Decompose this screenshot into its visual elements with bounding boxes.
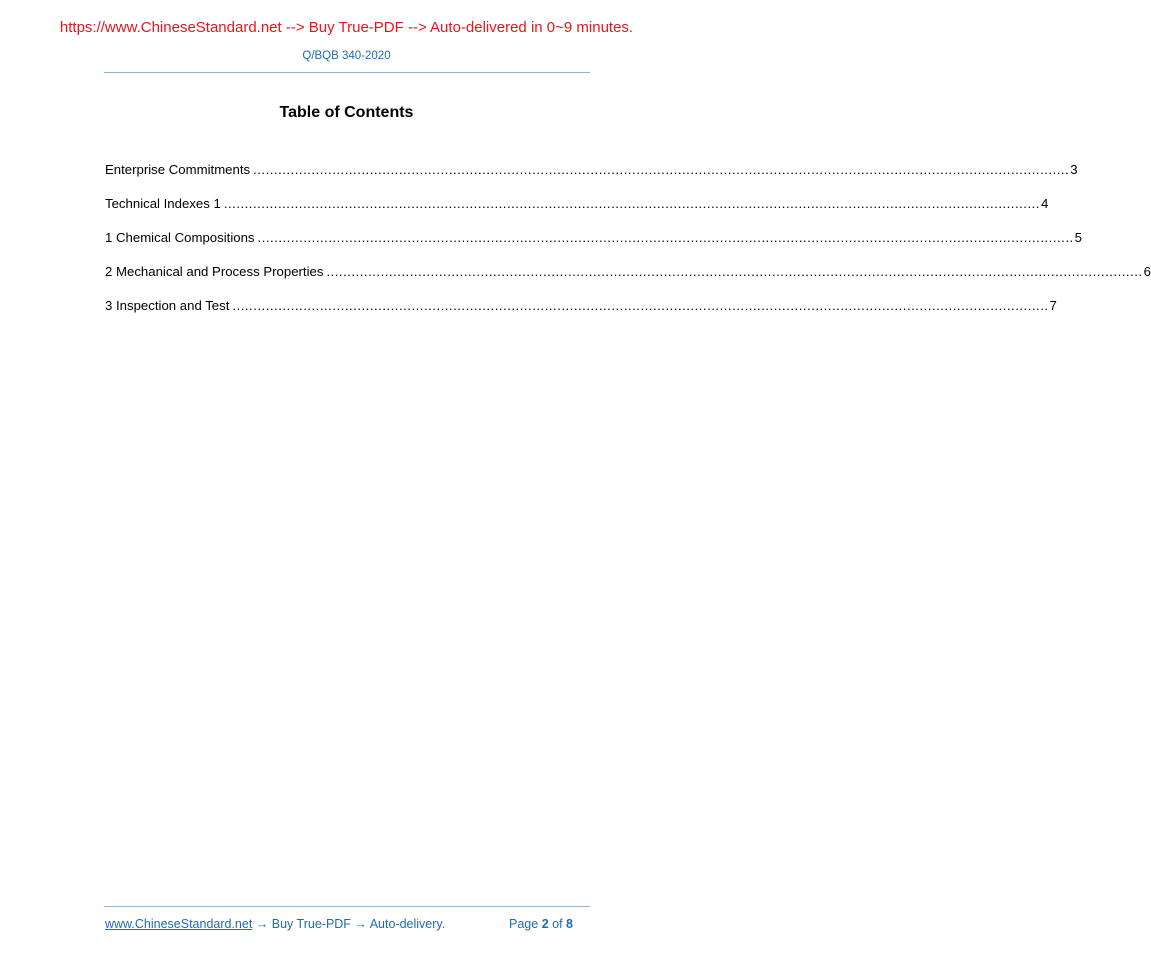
toc-entry-page: 6 bbox=[1143, 264, 1151, 279]
toc-entry-technical-indexes[interactable] bbox=[105, 195, 1049, 229]
page-word: Page bbox=[509, 917, 539, 931]
document-code: Q/BQB 340-2020 bbox=[302, 50, 391, 62]
current-page-number: 2 bbox=[541, 917, 549, 931]
page-title: Table of Contents bbox=[279, 104, 414, 121]
toc-leader-dots: .................................................................................................................................................................................................... bbox=[253, 162, 1070, 177]
toc-entry-page: 4 bbox=[1040, 196, 1049, 211]
toc-entry-label: 2 Mechanical and Process Properties bbox=[105, 264, 324, 279]
toc-entry-enterprise-commitments[interactable] bbox=[105, 161, 1078, 195]
toc-leader-dots: .................................................................................................................................................................................................... bbox=[326, 264, 1143, 279]
footer-website-link[interactable]: www.ChineseStandard.net bbox=[105, 917, 253, 931]
toc-entry-chemical-compositions[interactable] bbox=[105, 229, 1083, 263]
footer-tagline: → Buy True-PDF → Auto-delivery. bbox=[252, 917, 446, 931]
toc-leader-dots: .................................................................................................................................................................................................... bbox=[223, 196, 1040, 211]
toc-entry-page: 3 bbox=[1070, 162, 1078, 177]
toc-entry-label: Enterprise Commitments bbox=[105, 162, 251, 177]
toc-leader-dots: .................................................................................................................................................................................................... bbox=[232, 298, 1049, 313]
table-of-contents bbox=[105, 161, 1151, 331]
total-pages-number: 8 bbox=[566, 917, 573, 931]
footer-promo bbox=[105, 916, 445, 932]
top-banner[interactable]: https://www.ChineseStandard.net --> Buy True-PDF --> Auto-delivered in 0~9 minutes. bbox=[59, 19, 634, 36]
footer-divider bbox=[104, 906, 590, 907]
page-indicator bbox=[509, 916, 573, 932]
toc-entry-mechanical-properties[interactable] bbox=[105, 263, 1151, 297]
toc-entry-inspection-and-test[interactable] bbox=[105, 297, 1057, 331]
toc-entry-label: Technical Indexes 1 bbox=[105, 196, 221, 211]
page-of-word: of bbox=[552, 917, 563, 931]
header-divider bbox=[104, 72, 590, 73]
toc-entry-label: 3 Inspection and Test bbox=[105, 298, 230, 313]
toc-entry-label: 1 Chemical Compositions bbox=[105, 230, 255, 245]
toc-entry-page: 5 bbox=[1074, 230, 1083, 245]
toc-entry-page: 7 bbox=[1049, 298, 1057, 313]
toc-leader-dots: .................................................................................................................................................................................................... bbox=[257, 230, 1074, 245]
